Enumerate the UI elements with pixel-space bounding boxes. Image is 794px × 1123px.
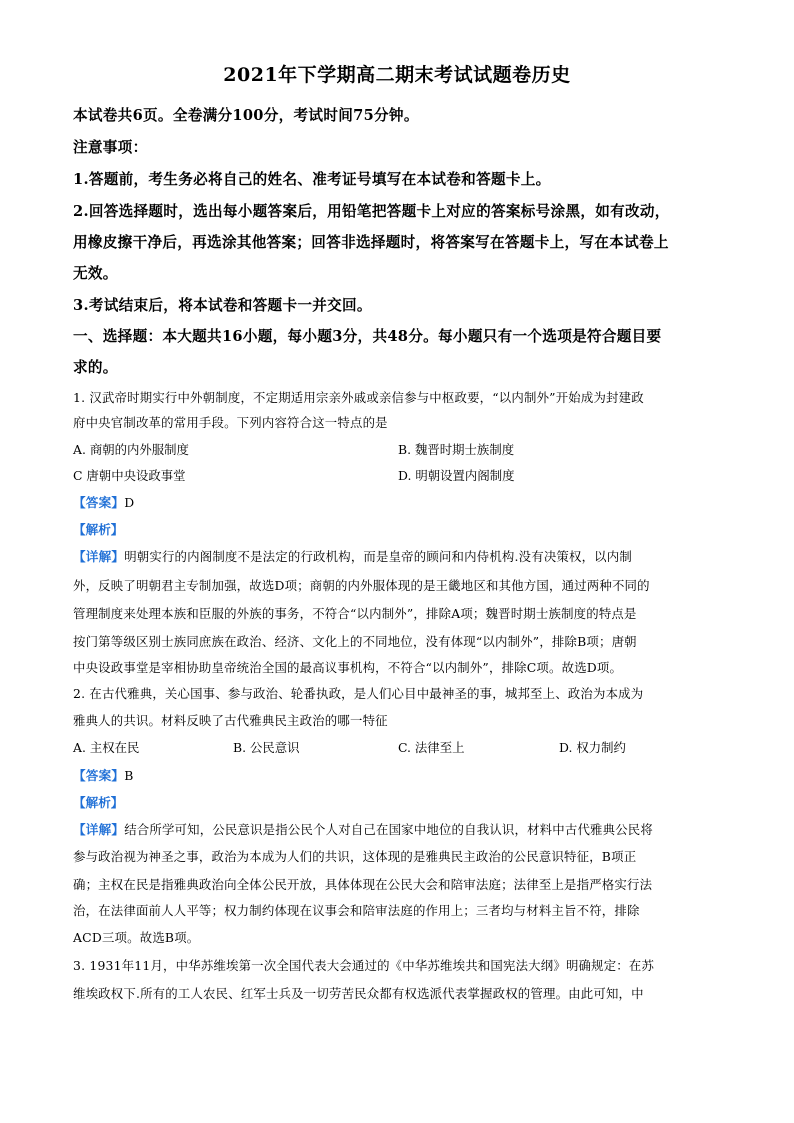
q1-stem-line-1: 1. 汉武帝时期实行中外朝制度，不定期适用宗亲外戚或亲信参与中枢政要，“以内制外”开始成为封建政	[73, 390, 644, 405]
q3-stem-line-1: 3. 1931年11月，中华苏维埃第一次全国代表大会通过的《中华苏维埃共和国宪法大纲》明确规定：在苏	[73, 958, 655, 973]
q1-option-d: D. 明朝设置内阁制度	[398, 468, 515, 483]
note-2-line-3: 无效。	[73, 265, 118, 282]
q1-option-a: A. 商朝的内外服制度	[73, 442, 189, 457]
q2-answer-row	[73, 765, 134, 784]
section-heading-line-1: 一、选择题：本大题共16小题，每小题3分，共48分。每小题只有一个选项是符合题目要	[73, 328, 662, 345]
q1-analysis-tag: 【解析】	[73, 522, 124, 537]
q1-option-b: B. 魏晋时期士族制度	[398, 442, 515, 457]
q1-detail-line-2: 外，反映了明朝君主专制加强，故选D项；商朝的内外服体现的是王畿地区和其他方国，通过两种不同的	[73, 578, 650, 593]
q2-option-a: A. 主权在民	[73, 740, 140, 755]
q2-detail-line-4: 治，在法律面前人人平等；权力制约体现在议事会和陪审法庭的作用上；三者均与材料主旨不符，排除	[73, 903, 640, 918]
q1-detail-line-5: 中央设政事堂是宰相协助皇帝统治全国的最高议事机构，不符合“以内制外”，排除C项。故选D项。	[73, 660, 623, 675]
q2-answer-tag: 【答案】	[73, 768, 125, 783]
q1-detail-line-1-row	[73, 546, 632, 565]
q2-option-d: D. 权力制约	[559, 740, 626, 755]
section-heading-line-2: 求的。	[73, 359, 118, 376]
q2-stem-line-1: 2. 在古代雅典，关心国事、参与政治、轮番执政，是人们心目中最神圣的事，城邦至上、政治为本成为	[73, 686, 644, 701]
note-2-line-1: 2.回答选择题时，选出每小题答案后，用铅笔把答题卡上对应的答案标号涂黑，如有改动，	[73, 203, 670, 220]
q2-analysis-tag: 【解析】	[73, 795, 124, 810]
q2-detail-line-5: ACD三项。故选B项。	[73, 930, 200, 945]
q2-answer: B	[124, 768, 134, 783]
q1-detail-line-1: 明朝实行的内阁制度不是法定的行政机构，而是皇帝的顾问和内侍机构.没有决策权，以内制	[124, 549, 632, 564]
q1-stem-line-2: 府中央官制改革的常用手段。下列内容符合这一特点的是	[73, 415, 388, 430]
exam-intro: 本试卷共6页。全卷满分100分，考试时间75分钟。	[73, 107, 419, 124]
q1-detail-line-4: 按门第等级区别士族同庶族在政治、经济、文化上的不同地位，没有体现“以内制外”，排除B项；唐朝	[73, 634, 637, 649]
q2-option-c: C. 法律至上	[398, 740, 465, 755]
notes-heading: 注意事项：	[73, 139, 148, 156]
page-title: 2021年下学期高二期末考试试题卷历史	[223, 64, 571, 86]
q2-option-b: B. 公民意识	[233, 740, 300, 755]
q1-detail-line-3: 管理制度来处理本族和臣服的外族的事务，不符合“以内制外”，排除A项；魏晋时期士族制度的特点是	[73, 606, 637, 621]
q1-answer-row	[73, 492, 134, 511]
q2-detail-line-1-row	[73, 819, 653, 838]
q1-answer: D	[124, 495, 135, 510]
note-3: 3.考试结束后，将本试卷和答题卡一并交回。	[73, 297, 372, 314]
q1-option-c: C 唐朝中央设政事堂	[73, 468, 186, 483]
q2-detail-line-2: 参与政治视为神圣之事，政治为本成为人们的共识，这体现的是雅典民主政治的公民意识特征，B项正	[73, 849, 637, 864]
q1-answer-tag: 【答案】	[73, 495, 125, 510]
q2-detail-line-1: 结合所学可知，公民意识是指公民个人对自己在国家中地位的自我认识，材料中古代雅典公民将	[124, 822, 653, 837]
note-2-line-2: 用橡皮擦干净后，再选涂其他答案；回答非选择题时，将答案写在答题卡上，写在本试卷上	[73, 234, 669, 251]
q2-detail-line-3: 确；主权在民是指雅典政治向全体公民开放，具体体现在公民大会和陪审法庭；法律至上是指严格实行法	[73, 877, 653, 892]
note-1: 1.答题前，考生务必将自己的姓名、准考证号填写在本试卷和答题卡上。	[73, 171, 551, 188]
q1-detail-tag: 【详解】	[73, 549, 125, 564]
q3-stem-line-2: 维埃政权下.所有的工人农民、红军士兵及一切劳苦民众都有权选派代表掌握政权的管理。由此可知，中	[73, 986, 644, 1001]
q2-stem-line-2: 雅典人的共识。材料反映了古代雅典民主政治的哪一特征	[73, 713, 388, 728]
q2-detail-tag: 【详解】	[73, 822, 125, 837]
